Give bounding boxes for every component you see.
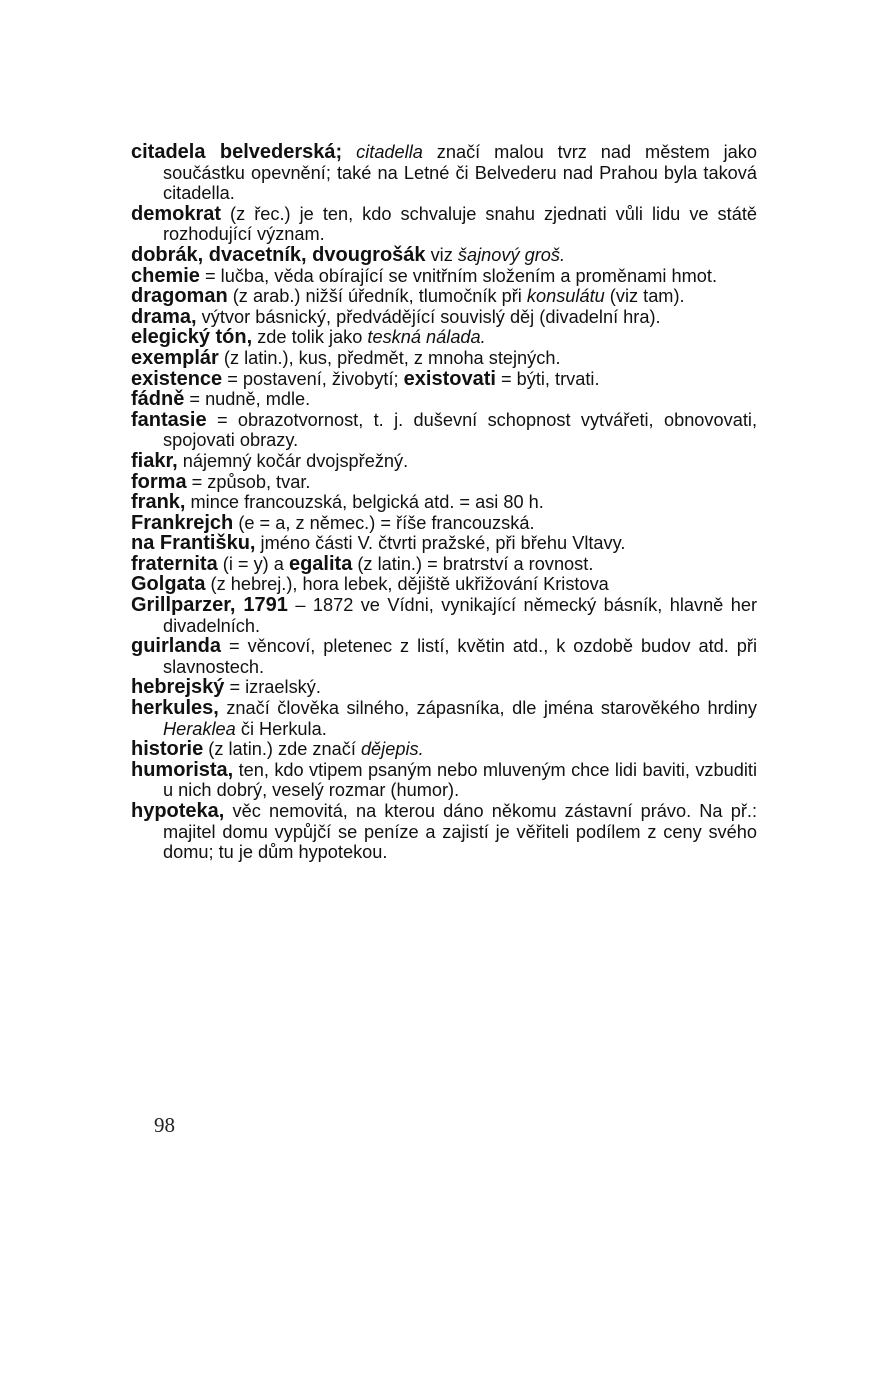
- definition-text: věc nemovitá, na kterou dáno někomu zástavní právo. Na př.: majitel domu vypůjčí se peníze a zajistí je věřiteli podílem z ceny svého domu; tu je dům hypotekou.: [163, 801, 757, 863]
- glossary-entry: [131, 369, 757, 390]
- headword: drama,: [131, 305, 197, 328]
- italic-term: teskná nálada.: [367, 327, 486, 348]
- definition-text: = obrazotvornost, t. j. duševní schopnost vytvářeti, obnovovati, spojovati obrazy.: [163, 409, 757, 451]
- headword: frank,: [131, 491, 186, 514]
- definition-text: (viz tam).: [604, 286, 685, 307]
- glossary-entry: [131, 698, 757, 739]
- glossary-entry: [131, 533, 757, 554]
- definition-text: výtvor básnický, předvádějící souvislý děj (divadelní hra).: [196, 306, 661, 327]
- headword: chemie: [131, 264, 200, 287]
- glossary-entry: [131, 801, 757, 863]
- definition-text: jméno části V. čtvrti pražské, při břehu Vltavy.: [255, 533, 626, 554]
- headword: Golgata: [131, 573, 206, 596]
- headword: fantasie: [131, 408, 207, 431]
- headword: hebrejský: [131, 676, 225, 699]
- glossary-entry: [131, 677, 757, 698]
- italic-term: citadella: [356, 142, 423, 162]
- definition-text: – 1872 ve Vídni, vynikající německý básník, hlavně her divadelních.: [163, 595, 757, 636]
- headword: fiakr,: [131, 449, 178, 472]
- headword: dobrák, dvacetník, dvougrošák: [131, 243, 426, 266]
- definition-text: = postavení, živobytí;: [222, 368, 404, 389]
- glossary-entry: [131, 739, 757, 760]
- headword: Frankrejch: [131, 511, 234, 534]
- headword: forma: [131, 470, 187, 493]
- headword: existovati: [403, 367, 496, 390]
- glossary-entry: [131, 204, 757, 245]
- glossary-entry: [131, 307, 757, 328]
- page-number: 98: [154, 1113, 175, 1137]
- definition-text: mince francouzská, belgická atd. = asi 80 h.: [185, 492, 544, 513]
- definition-text: (z arab.) nižší úředník, tlumočník při: [227, 286, 527, 307]
- headword: existence: [131, 367, 223, 390]
- italic-term: dějepis.: [360, 739, 424, 760]
- definition-text: nájemný kočár dvojspřežný.: [177, 450, 409, 471]
- definition-text: ten, kdo vtipem psaným nebo mluveným chce lidi baviti, vzbuditi u nich dobrý, veselý rozmar (humor).: [163, 759, 757, 801]
- headword: egalita: [288, 552, 353, 575]
- glossary-entry: [131, 513, 757, 534]
- definition-text: = býti, trvati.: [495, 368, 600, 389]
- definition-text: viz: [425, 244, 458, 265]
- headword: hypoteka,: [131, 800, 225, 822]
- glossary-entry: [131, 348, 757, 369]
- glossary-entry: [131, 554, 757, 575]
- glossary-entries: [131, 142, 757, 863]
- glossary-entry: [131, 574, 757, 595]
- glossary-entry: [131, 142, 757, 204]
- headword: citadela belvederská;: [131, 141, 343, 163]
- headword: na Františku,: [131, 532, 256, 555]
- definition-text: (i = y) a: [217, 553, 289, 574]
- glossary-entry: [131, 472, 757, 493]
- headword: humorista,: [131, 758, 234, 781]
- glossary-entry: [131, 327, 757, 348]
- glossary-entry: [131, 410, 757, 451]
- glossary-entry: [131, 760, 757, 801]
- definition-text: (z latin.) zde značí: [203, 739, 361, 760]
- definition-text: = izraelský.: [224, 677, 321, 698]
- definition-text: značí člověka silného, zápasníka, dle jména starověkého hrdiny: [218, 698, 757, 719]
- glossary-entry: [131, 595, 757, 636]
- headword: exemplár: [131, 346, 219, 369]
- headword: fraternita: [131, 552, 218, 575]
- glossary-entry: [131, 266, 757, 287]
- headword: fádně: [131, 388, 185, 411]
- definition-text: (z řec.) je ten, kdo schvaluje snahu zjednati vůli lidu ve státě rozhodující význam.: [163, 203, 757, 245]
- glossary-entry: [131, 286, 757, 307]
- definition-text: značí malou tvrz nad městem jako součástku opevnění; také na Letné či Belvederu nad Prahou byla taková citadella.: [163, 142, 758, 204]
- definition-text: či Herkula.: [235, 718, 327, 739]
- italic-term: konsulátu: [526, 286, 605, 307]
- headword: herkules,: [131, 697, 219, 720]
- definition-text: = nudně, mdle.: [184, 389, 311, 410]
- definition-text: (z latin.), kus, předmět, z mnoha stejných.: [218, 347, 561, 368]
- headword: Grillparzer, 1791: [131, 594, 288, 617]
- italic-term: šajnový groš.: [457, 244, 566, 265]
- definition-text: (e = a, z němec.) = říše francouzská.: [233, 512, 535, 533]
- headword: guirlanda: [131, 635, 222, 658]
- definition-text: (z hebrej.), hora lebek, dějiště ukřižování Kristova: [205, 574, 609, 595]
- glossary-entry: [131, 389, 757, 410]
- definition-text: zde tolik jako: [252, 327, 368, 348]
- headword: demokrat: [131, 202, 222, 225]
- definition-text: = lučba, věda obírající se vnitřním složením a proměnami hmot.: [199, 265, 717, 286]
- definition-text: [342, 142, 356, 162]
- glossary-entry: [131, 451, 757, 472]
- glossary-entry: [131, 636, 757, 677]
- definition-text: = způsob, tvar.: [186, 471, 311, 492]
- headword: dragoman: [131, 285, 228, 308]
- headword: historie: [131, 738, 204, 761]
- definition-text: = věncoví, pletenec z listí, květin atd., k ozdobě budov atd. při slavnostech.: [163, 636, 757, 677]
- glossary-entry: [131, 245, 757, 266]
- definition-text: (z latin.) = bratrství a rovnost.: [352, 553, 594, 574]
- italic-term: Heraklea: [163, 718, 236, 739]
- headword: elegický tón,: [131, 326, 253, 349]
- glossary-entry: [131, 492, 757, 513]
